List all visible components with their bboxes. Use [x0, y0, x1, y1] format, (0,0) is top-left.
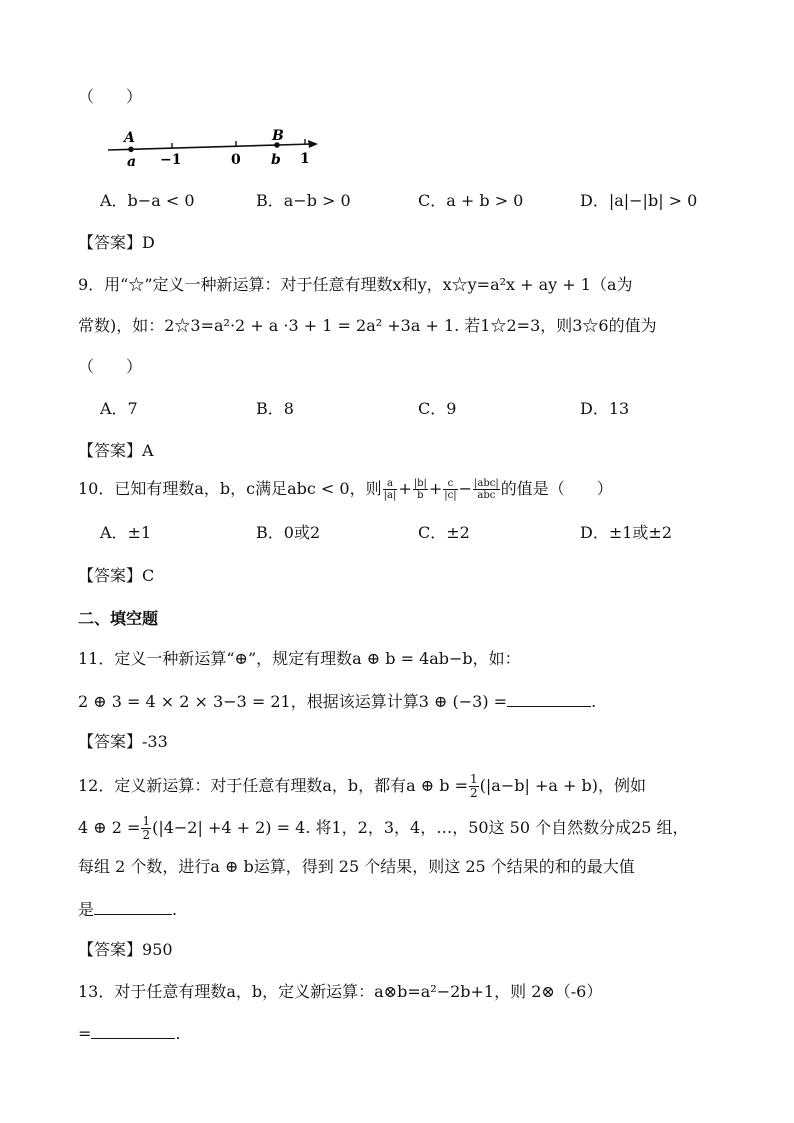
label-a: a: [127, 154, 137, 170]
q9-option-b: B．8: [256, 399, 294, 418]
point-a: [128, 147, 134, 153]
q11-line2: 2 ⊕ 3 = 4 × 2 × 3−3 = 21，根据该运算计算3 ⊕ (−3) = .: [78, 692, 597, 711]
q13-answer-blank[interactable]: [91, 1022, 175, 1039]
q9-option-a: A．7: [100, 399, 138, 418]
q10-answer: [78, 565, 154, 587]
q12-line2: 4 ⊕ 2 = $\frac{1}{2}$ (|4−2| +4 + 2) = 4. 将1，2，3，4，…，50这 50 个自然数分成25 组，: [78, 814, 689, 842]
q10-option-b: B．0或2: [256, 523, 321, 542]
q8-answer: [78, 232, 155, 254]
q12-answer-blank[interactable]: [94, 898, 172, 915]
answer-value: -33: [142, 732, 168, 751]
label-m1: −1: [160, 152, 182, 168]
q12-line1: 12．定义新运算：对于任意有理数a，b，都有a ⊕ b = $\frac{1}{2}$ (|a−b| +a + b)，例如: [78, 772, 646, 800]
q8-option-c: C．a + b > 0: [418, 191, 524, 210]
q10-fraction-1: $\frac{a}{|a|}$: [383, 478, 397, 501]
q11-answer-blank[interactable]: [507, 690, 591, 707]
answer-value: 950: [142, 940, 173, 959]
number-line-figure: [100, 126, 330, 174]
q9-option-c: C．9: [418, 399, 457, 418]
q10-prefix: 10．已知有理数a，b，c满足abc < 0，则: [78, 479, 382, 498]
label-b: b: [271, 152, 281, 168]
answer-value: D: [142, 233, 155, 252]
q10-option-d: D．±1或±2: [580, 523, 673, 542]
answer-label: 【答案】: [78, 732, 143, 751]
q12-line3: 每组 2 个数，进行a ⊕ b运算，得到 25 个结果，则这 25 个结果的和的最大值: [78, 857, 635, 876]
q8-paren: （ ）: [78, 87, 143, 106]
q10-fraction-3: $\frac{c}{|c|}$: [444, 478, 457, 501]
label-one: 1: [300, 151, 310, 167]
answer-label: 【答案】: [78, 940, 143, 959]
q12-line4: 是 .: [78, 900, 178, 919]
q11-answer: [78, 731, 168, 753]
q12-half-fraction-2: $\frac{1}{2}$: [142, 814, 151, 842]
answer-label: 【答案】: [78, 233, 143, 252]
q10-option-a: A．±1: [100, 523, 152, 542]
label-B: B: [272, 128, 284, 144]
q9-paren: （ ）: [78, 357, 143, 376]
q13-line2: = .: [78, 1024, 181, 1043]
q10-suffix: 的值是（ ）: [500, 479, 613, 498]
q10-option-c: C．±2: [418, 523, 470, 542]
answer-value: A: [142, 441, 154, 460]
number-line-axis: [108, 144, 312, 150]
q10-fraction-2: $\frac{|b|}{b}$: [413, 478, 427, 501]
answer-value: C: [142, 566, 155, 585]
q9-option-d: D．13: [580, 399, 630, 418]
number-line-arrow: [308, 140, 318, 148]
q11-line1: 11．定义一种新运算“⊕”，规定有理数a ⊕ b = 4ab−b，如：: [78, 649, 521, 668]
q10-fraction-4: $\frac{\text{|abc|}}{\text{abc}}$: [474, 478, 499, 501]
q8-option-a: A．b−a < 0: [100, 191, 195, 210]
label-A: A: [124, 130, 135, 146]
answer-label: 【答案】: [78, 441, 143, 460]
answer-label: 【答案】: [78, 566, 143, 585]
label-zero: 0: [231, 152, 241, 168]
section-title: 二、填空题: [78, 609, 159, 628]
q8-option-d: D．|a|−|b| > 0: [580, 191, 698, 210]
q9-answer: [78, 440, 154, 462]
q9-line2: 常数)，如：2☆3=a²·2 + a ·3 + 1 = 2a² +3a + 1. 若1☆2=3，则3☆6的值为: [78, 316, 657, 335]
q12-half-fraction: $\frac{1}{2}$: [470, 772, 478, 800]
q13-line1: 13．对于任意有理数a，b，定义新运算：a⊗b=a²−2b+1，则 2⊗（-6）: [78, 982, 603, 1001]
q12-answer: [78, 939, 173, 961]
q8-option-b: B．a−b > 0: [256, 191, 351, 210]
q10-stem: 10．已知有理数a，b，c满足abc < 0，则 $\frac{a}{|a|}$ + $\frac{|b|}{b}$ + $\frac{c}{|c|}$ − $\frac{\text{|abc|}}{\text{abc}}$ 的值是（ ）: [78, 478, 613, 501]
q9-line1: 9．用“☆”定义一种新运算：对于任意有理数x和y，x☆y=a²x + ay + 1（a为: [78, 275, 633, 294]
